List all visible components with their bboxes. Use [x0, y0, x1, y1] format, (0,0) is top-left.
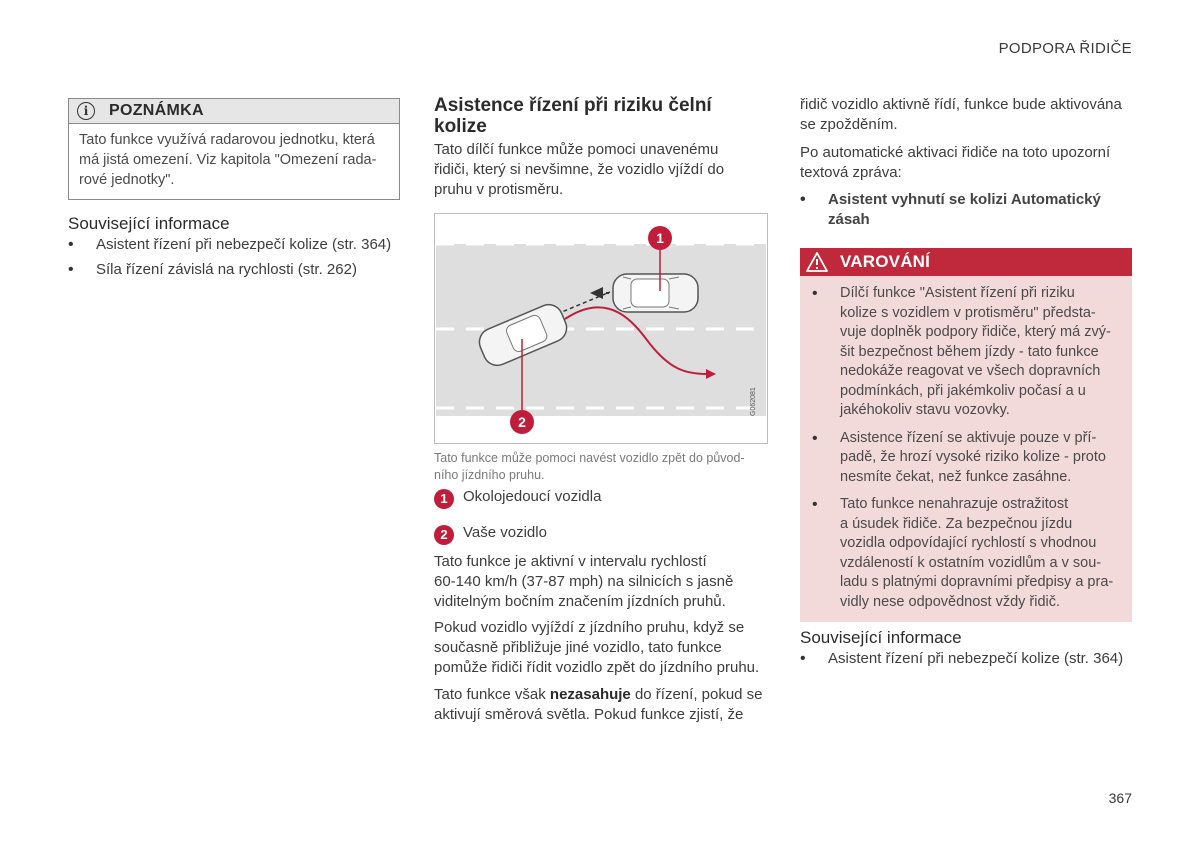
- text-line: vozidla odpovídající rychlostí s vhodnou: [840, 535, 1097, 551]
- road-illustration: [435, 214, 767, 443]
- title-line: kolize: [434, 116, 487, 137]
- text-line: nedokáže reagovat ve všech dopravních: [840, 363, 1101, 379]
- callout-marker-2: [510, 410, 534, 434]
- warning-box: [800, 248, 1132, 622]
- text-line: • Asistence řízení se aktivuje pouze v pří-: [840, 429, 1097, 446]
- figure-caption: [434, 450, 768, 484]
- text-line: 60-140 km/h (37-87 mph) na silnicích s jasně: [434, 573, 734, 590]
- note-title: POZNÁMKA: [109, 102, 204, 119]
- text-line: řidič vozidlo aktivně řídí, funkce bude aktivována: [800, 96, 1122, 113]
- note-line: Tato funkce využívá radarovou jednotku, která: [79, 132, 375, 148]
- warning-body: [800, 276, 1132, 622]
- text-line: současně přibližuje jiné vozidlo, tato funkce: [434, 639, 722, 656]
- legend-label: Okolojedoucí vozidla: [463, 488, 602, 505]
- related-heading: Související informace: [68, 214, 230, 233]
- text-line: • Tato funkce nenahrazuje ostražitost: [840, 496, 1069, 512]
- note-text: [69, 124, 399, 199]
- text-line: ladu s platnými dopravními předpisy a pra-: [840, 574, 1114, 590]
- legend-number: 1: [434, 489, 454, 509]
- related-link[interactable]: • Síla řízení závislá na rychlosti (str. 262): [68, 260, 400, 280]
- legend-label: Vaše vozidlo: [463, 524, 547, 541]
- text-line: [434, 685, 768, 705]
- speed-paragraph: [434, 552, 768, 612]
- warning-item: [810, 495, 1122, 612]
- text-line: vzdáleností k ostatním vozidlům a v sou-: [840, 554, 1102, 571]
- illustration-lane-assist: [434, 213, 768, 444]
- intro-paragraph: [434, 140, 768, 200]
- svg-text:2: 2: [518, 414, 526, 430]
- text-line: Tato funkce je aktivní v intervalu rychlostí: [434, 553, 707, 570]
- text-line: • Asistent vyhnutí se kolizi Automatický: [828, 191, 1101, 208]
- warning-header: [800, 248, 1132, 276]
- text-line: vidly nese odpovědnost vždy řidič.: [840, 593, 1061, 610]
- figure-code: G062081: [750, 387, 757, 416]
- warning-title: VAROVÁNÍ: [840, 252, 931, 271]
- text-line: kolize s vozidlem v protisměru" předsta-: [840, 304, 1096, 321]
- bold-term: nezasahuje: [549, 686, 631, 703]
- related-list: [68, 235, 400, 280]
- text-line: nesmíte čekat, než funkce zasáhne.: [840, 468, 1072, 485]
- legend-item: [434, 523, 601, 545]
- related-list: [800, 649, 1132, 669]
- related-info-right: [800, 628, 1132, 669]
- text-run: do řízení, pokud se: [630, 686, 763, 703]
- text-line: a úsudek řidiče. Za bezpečnou jízdu: [840, 515, 1073, 532]
- text-line: vuje doplněk podpory řidiče, který má zvý-: [840, 324, 1111, 340]
- note-line: má jistá omezení. Viz kapitola "Omezení rada-: [79, 152, 377, 168]
- oncoming-car: [613, 274, 698, 312]
- warning-triangle-icon: [806, 252, 828, 272]
- legend-item: [434, 487, 601, 509]
- message-item: [800, 190, 1132, 230]
- text-run: Tato funkce však: [434, 686, 550, 703]
- text-line: pomůže řidiči řídit vozidlo zpět do jízdního pruhu.: [434, 659, 760, 676]
- text-line: šit bezpečnost během jízdy - tato funkce: [840, 343, 1099, 360]
- svg-text:1: 1: [656, 230, 664, 246]
- callout-marker-1: [648, 226, 672, 250]
- intro-line: Tato dílčí funkce může pomoci unavenému: [434, 141, 719, 158]
- related-link[interactable]: • Asistent řízení při nebezpečí kolize (str. 364): [68, 235, 400, 255]
- text-line: • Dílčí funkce "Asistent řízení při riziku: [840, 285, 1075, 301]
- caption-line: Tato funkce může pomoci navést vozidlo zpět do původ-: [434, 451, 745, 465]
- continued-paragraph: [800, 95, 1132, 135]
- text-line: padě, že hrozí vysoké riziko kolize - proto: [840, 449, 1106, 465]
- message-list: [800, 190, 1132, 230]
- text-line: aktivují směrová světla. Pokud funkce zjistí, že: [434, 706, 744, 723]
- info-icon: i: [77, 102, 95, 120]
- text-line: zásah: [828, 211, 870, 228]
- related-link[interactable]: • Asistent řízení při nebezpečí kolize (str. 364): [800, 649, 1132, 669]
- message-intro: [800, 143, 1132, 183]
- warning-item: [810, 284, 1122, 421]
- text-line: Pokud vozidlo vyjíždí z jízdního pruhu, když se: [434, 619, 745, 636]
- indicator-paragraph: [434, 685, 768, 725]
- caption-line: ního jízdního pruhu.: [434, 468, 545, 482]
- text-line: podmínkách, při jakémkoliv počasí a u: [840, 382, 1086, 399]
- text-line: viditelným bočním značením jízdních pruhů.: [434, 593, 726, 610]
- note-box: [68, 98, 400, 200]
- intro-line: řidiči, který si nevšimne, že vozidlo vjíždí do: [434, 161, 725, 178]
- text-line: textová zpráva:: [800, 164, 902, 181]
- legend-number: 2: [434, 525, 454, 545]
- legend: [434, 487, 601, 545]
- warning-item: [810, 429, 1122, 488]
- intro-line: pruhu v protisměru.: [434, 181, 564, 198]
- page-header: PODPORA ŘIDIČE: [998, 40, 1132, 57]
- title-line: Asistence řízení při riziku čelní: [434, 95, 712, 116]
- section-title: [434, 95, 768, 137]
- related-heading: Související informace: [800, 628, 962, 647]
- text-line: se zpožděním.: [800, 116, 898, 133]
- note-line: rové jednotky".: [79, 172, 175, 188]
- related-info-left: [68, 214, 400, 280]
- warning-list: [810, 284, 1122, 612]
- note-header: [69, 99, 399, 124]
- text-line: Po automatické aktivaci řidiče na toto upozorní: [800, 144, 1111, 161]
- function-paragraph: [434, 618, 768, 678]
- page-number: 367: [1108, 790, 1132, 806]
- text-line: jakéhokoliv stavu vozovky.: [840, 402, 1010, 418]
